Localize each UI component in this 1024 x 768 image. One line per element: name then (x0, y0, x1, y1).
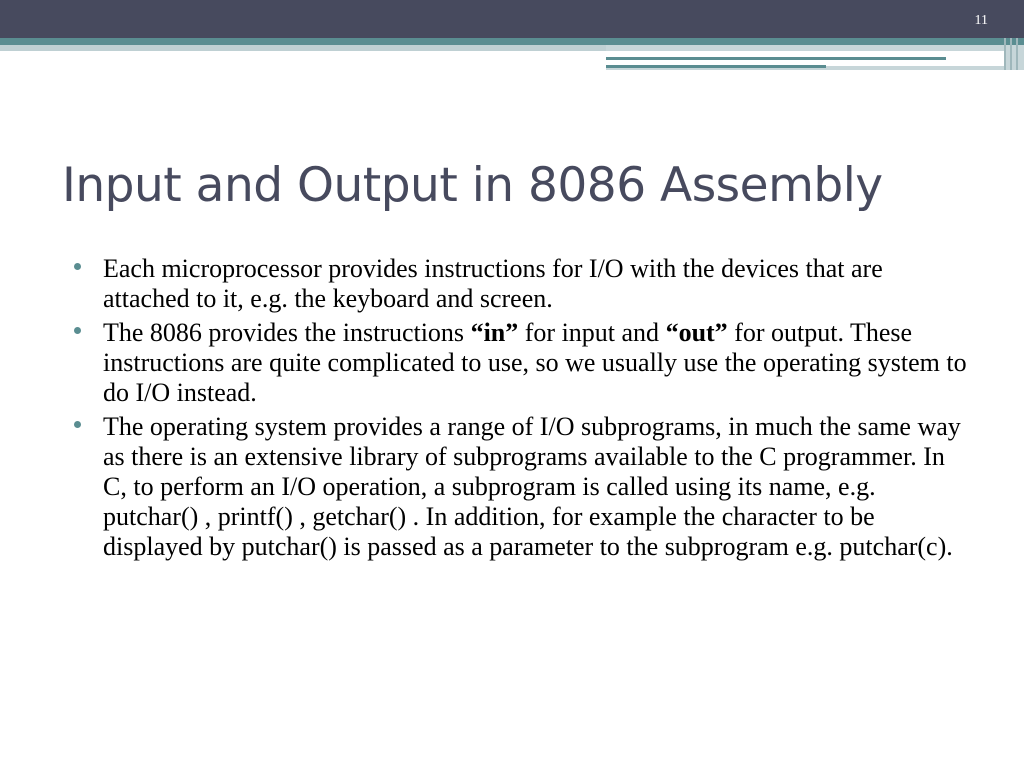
header-decor-line (606, 57, 946, 60)
slide-number: 11 (974, 13, 988, 28)
bullet-item (72, 318, 972, 408)
bullet-item (72, 254, 972, 314)
bullet-icon (74, 327, 81, 334)
bullet-text: for output. These instructions are quite complicated to use, so we usually use the operating system to do I/O instead. (103, 318, 967, 407)
header-light-stripe (0, 45, 606, 51)
bullet-icon (74, 263, 81, 270)
slide-title: Input and Output in 8086 Assembly (62, 158, 883, 213)
in-keyword: “in” (470, 318, 519, 347)
bullet-text: Each microprocessor provides instructions for I/O with the devices that are attached to it, e.g. the keyboard and screen. (103, 254, 883, 313)
header-bar (0, 0, 1024, 38)
header-decor-vbar (1010, 38, 1012, 70)
header-decor-vbar (1016, 38, 1018, 70)
header-decor-line (606, 65, 826, 68)
bullet-icon (74, 421, 81, 428)
header-accent-stripe (0, 38, 1024, 45)
header-decor-vbar (1004, 38, 1006, 70)
bullet-text: The 8086 provides the instructions (103, 318, 471, 347)
bullet-list (72, 254, 972, 566)
bullet-text: for input and (518, 318, 666, 347)
bullet-text: The operating system provides a range of I/O subprograms, in much the same way as there is an extensive library of subprograms available to the C programmer. In C, to perform an I/O operation, a subprogram is called using its name, e.g. putchar() , printf() , getchar() . In addition, for example the character to be displayed by putchar() is passed as a parameter to the subprogram e.g. putchar(c). (103, 412, 961, 561)
out-keyword: “out” (665, 318, 728, 347)
bullet-item (72, 412, 972, 562)
